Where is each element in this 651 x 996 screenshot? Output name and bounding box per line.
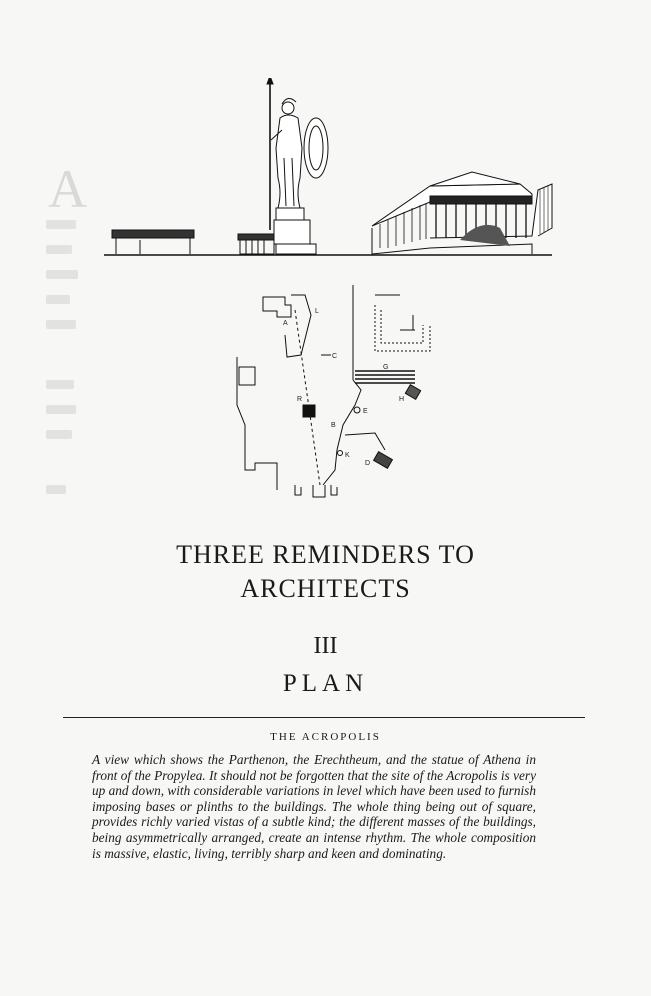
plan-label-l: L	[315, 308, 319, 315]
plan-label-k: K	[345, 452, 350, 459]
plan-label-b: B	[331, 422, 336, 429]
heading-line-1: THREE REMINDERS TO	[176, 540, 475, 569]
athena-statue	[267, 78, 328, 254]
acropolis-site-plan	[225, 285, 440, 510]
divider-rule	[63, 717, 585, 718]
left-building	[112, 230, 194, 254]
plan-label-h: H	[399, 396, 405, 403]
erechtheum-building	[238, 234, 276, 254]
plan-label-e: E	[363, 408, 368, 415]
section-number: III	[313, 633, 338, 659]
heading-line-2: ARCHITECTS	[240, 574, 411, 603]
parthenon-building	[372, 172, 552, 254]
acropolis-view-illustration	[100, 78, 560, 263]
plan-label-a: A	[283, 320, 288, 327]
section-title: PLAN	[282, 670, 369, 697]
plan-label-g: G	[383, 364, 389, 371]
caption-body: A view which shows the Parthenon, the Erechtheum, and the statue of Athena in front of the Propylea. It should not be forgotten that the site of the Acropolis is very up and down, with considerable variations in level which have been used to furnish imposing bases or plinths to the buildings. The whole thing being out of square, provides richly varied vistas of a subtle kind; the different masses of the buildings, being asymmetrically arranged, create an intense rhythm. The whole composition is massive, elastic, living, terribly sharp and keen and dominating.	[92, 752, 536, 861]
plan-label-c: C	[332, 353, 338, 360]
caption-title: THE ACROPOLIS	[270, 731, 381, 743]
show-through-marks: A	[40, 140, 80, 500]
plan-label-r: R	[297, 396, 303, 403]
plan-label-d: D	[365, 460, 371, 467]
